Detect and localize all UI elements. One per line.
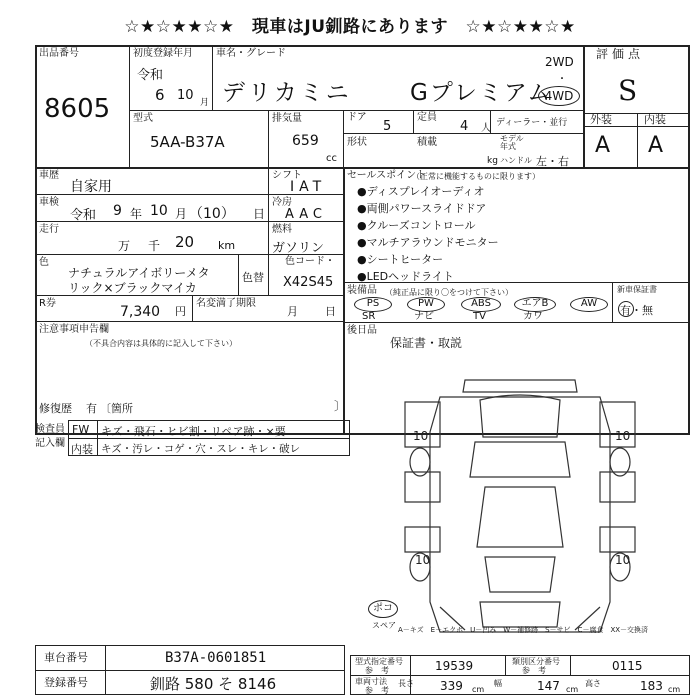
- damage-mark-front-left: 10: [413, 429, 429, 443]
- repair-label: 修復歴: [39, 402, 72, 415]
- height-label: 高さ: [585, 679, 601, 688]
- inspection-label: 車検: [39, 197, 59, 208]
- equipment-navi: ナビ: [414, 311, 434, 322]
- equipment-ps: PS: [354, 297, 392, 312]
- history-label: 車歴: [39, 170, 59, 181]
- registration-year: 6: [155, 86, 165, 104]
- color-line2: リック×ブラックマイカ: [68, 281, 197, 295]
- sales-point-6: ●LEDヘッドライト: [357, 270, 454, 283]
- inspector-row2-head: 内装: [71, 443, 93, 456]
- handle-value: 左・右: [536, 155, 569, 168]
- inspection-month-unit: 月: [175, 207, 188, 221]
- height-unit: cm: [668, 685, 681, 694]
- equipment-leather: カワ: [523, 311, 543, 322]
- equipment-airbag: エアB: [514, 297, 556, 312]
- inspector-row1: キズ・飛石・ヒビ割・リペア跡・×要: [101, 425, 286, 438]
- capacity-unit: 人: [481, 123, 491, 134]
- registration-label: 初度登録年月: [133, 48, 193, 59]
- type-designation-sub: 参 考: [365, 666, 389, 675]
- sales-points-label: セールスポイント: [347, 170, 427, 181]
- rating-value: S: [618, 74, 638, 107]
- inspection-day-unit: 日: [253, 207, 266, 221]
- sales-point-3: ●クルーズコントロール: [357, 219, 476, 232]
- dims-label: 車両寸法: [355, 677, 387, 686]
- equipment-label: 装備品: [347, 285, 377, 296]
- displacement-unit: cc: [326, 153, 337, 164]
- displacement-value: 659: [292, 133, 319, 149]
- handle-label: ハンドル: [500, 156, 532, 165]
- ac-value: AAC: [285, 207, 327, 222]
- inspector-row2: キズ・汚レ・コゲ・穴・スレ・キレ・破レ: [101, 443, 301, 455]
- rating-label: 評価点: [596, 47, 645, 61]
- length-unit: cm: [472, 685, 485, 694]
- meter-label: 名変満了期限: [196, 298, 256, 309]
- color-label: 色: [39, 257, 49, 268]
- model-year-label: モデル: [500, 134, 524, 143]
- sales-point-4: ●マルチアラウンドモニター: [357, 236, 499, 249]
- dims-sub: 参 考: [365, 686, 389, 695]
- spare-tire-mark: ポコ: [368, 600, 398, 618]
- model-year-label-2: 年式: [500, 142, 516, 151]
- warranty-new-value: 有・無: [620, 304, 653, 317]
- repair-value: 有: [86, 402, 97, 415]
- length-label: 長さ: [398, 679, 414, 688]
- notes-label: 注意事項申告欄: [39, 324, 109, 335]
- repair-open: 〔箇所: [100, 402, 133, 415]
- exterior-label: 外装: [590, 113, 612, 126]
- plate-label: 登録番号: [44, 676, 88, 689]
- length-value: 339: [440, 679, 463, 693]
- inspection-year: 9: [113, 203, 122, 219]
- meter-day: 日: [325, 305, 336, 318]
- equipment-tv: TV: [473, 311, 486, 322]
- chassis-label: 車台番号: [44, 651, 88, 664]
- mileage-unit: km: [218, 239, 236, 252]
- dealer-label: ディーラー・並行: [496, 118, 568, 128]
- type-designation-number: 19539: [435, 659, 474, 673]
- meter-month: 月: [287, 305, 298, 318]
- inspector-label: 検査員: [35, 424, 65, 435]
- shape-label: 形状: [347, 137, 367, 148]
- car-name: デリカミニ: [222, 80, 352, 106]
- after-note-label: 後日品: [347, 325, 377, 336]
- inspection-era: 令和: [70, 208, 97, 223]
- location-banner: ☆★☆★★☆★ 現車はJU釧路にあります ☆★☆★★☆★: [124, 17, 576, 37]
- category-number: 0115: [612, 659, 643, 673]
- shift-label: シフト: [272, 170, 302, 181]
- mileage-man: 万: [118, 239, 131, 253]
- doors-value: 5: [383, 119, 392, 134]
- registration-month: 10: [177, 88, 194, 103]
- displacement-label: 排気量: [272, 113, 302, 124]
- model-code: 5AA-B37A: [150, 133, 225, 151]
- damage-legend: A－キズ E－エクボ U－凹み W－補修跡 S－サビ C－腐食 XX－交換済: [398, 626, 649, 634]
- width-value: 147: [537, 679, 560, 693]
- load-unit: kg: [487, 156, 498, 166]
- color-line1: ナチュラルアイボリーメタ: [68, 266, 210, 280]
- color-change-label: 色替: [242, 271, 264, 284]
- lot-number: 8605: [44, 94, 111, 124]
- category-label: 類別区分番号: [512, 657, 560, 666]
- load-label: 積載: [417, 137, 437, 148]
- damage-mark-front-right: 10: [615, 429, 631, 443]
- width-label: 幅: [494, 679, 502, 688]
- shift-value: IAT: [290, 179, 327, 195]
- mileage-value: 20: [175, 233, 195, 251]
- registration-month-unit: 月: [200, 98, 210, 108]
- color-code-label: 色コード・: [285, 256, 335, 267]
- drive-dot: ・: [557, 74, 567, 85]
- height-value: 183: [640, 679, 663, 693]
- inspection-day: （10）: [189, 206, 235, 222]
- equipment-pw: PW: [407, 297, 445, 312]
- inspector-label-2: 記入欄: [35, 438, 65, 449]
- notes-sub: （不具合内容は具体的に記入して下さい）: [85, 339, 237, 348]
- equipment-aw: AW: [570, 297, 608, 312]
- category-sub: 参 考: [522, 666, 546, 675]
- inspection-month: 10: [150, 203, 168, 219]
- car-grade: Gプレミアム: [410, 80, 553, 106]
- capacity-label: 定員: [417, 112, 437, 123]
- registration-era: 令和: [137, 68, 164, 83]
- recycle-unit: 円: [175, 305, 186, 318]
- color-code: X42S45: [283, 275, 334, 290]
- sales-point-5: ●シートヒーター: [357, 253, 444, 266]
- sales-points-sub: （正常に機能するものに限ります）: [412, 172, 540, 181]
- mileage-label: 走行: [39, 224, 59, 235]
- model-label: 型式: [133, 113, 153, 124]
- lot-number-label: 出品番号: [39, 48, 79, 59]
- doors-label: ドア: [347, 112, 367, 123]
- interior-label: 内装: [644, 113, 666, 126]
- recycle-label: R券: [39, 298, 56, 309]
- spare-label: スペア: [372, 621, 396, 630]
- damage-mark-rear-left: 10: [415, 553, 431, 567]
- car-name-label: 車名・グレード: [216, 48, 286, 59]
- sales-point-1: ●ディスプレイオーディオ: [357, 185, 485, 198]
- capacity-value: 4: [460, 119, 469, 134]
- sales-point-2: ●両側パワースライドドア: [357, 202, 487, 215]
- plate-number: 釧路 580 そ 8146: [150, 675, 277, 693]
- inspector-row1-head: FW: [72, 423, 90, 436]
- equipment-sr: SR: [362, 311, 376, 322]
- fuel-value: ガソリン: [272, 241, 325, 256]
- ac-label: 冷房: [272, 197, 292, 208]
- equipment-abs: ABS: [461, 297, 501, 312]
- width-unit: cm: [566, 685, 579, 694]
- after-note-value: 保証書・取説: [390, 336, 463, 350]
- history-value: 自家用: [70, 179, 112, 195]
- interior-grade: A: [648, 133, 664, 158]
- recycle-value: 7,340: [120, 304, 161, 320]
- type-designation-label: 型式指定番号: [355, 657, 403, 666]
- drive-2wd: 2WD: [545, 55, 574, 69]
- mileage-sen: 千: [148, 239, 161, 253]
- exterior-grade: A: [595, 133, 611, 158]
- equipment-sub: （純正品に限り〇をつけて下さい）: [385, 288, 513, 297]
- warranty-new-label: 新車保証書: [617, 285, 657, 294]
- damage-mark-rear-right: 10: [615, 553, 631, 567]
- inspection-year-unit: 年: [130, 207, 143, 221]
- repair-close: 〕: [334, 399, 347, 413]
- fuel-label: 燃料: [272, 224, 292, 235]
- chassis-number: B37A-0601851: [165, 650, 267, 666]
- drive-4wd: 4WD: [538, 86, 580, 106]
